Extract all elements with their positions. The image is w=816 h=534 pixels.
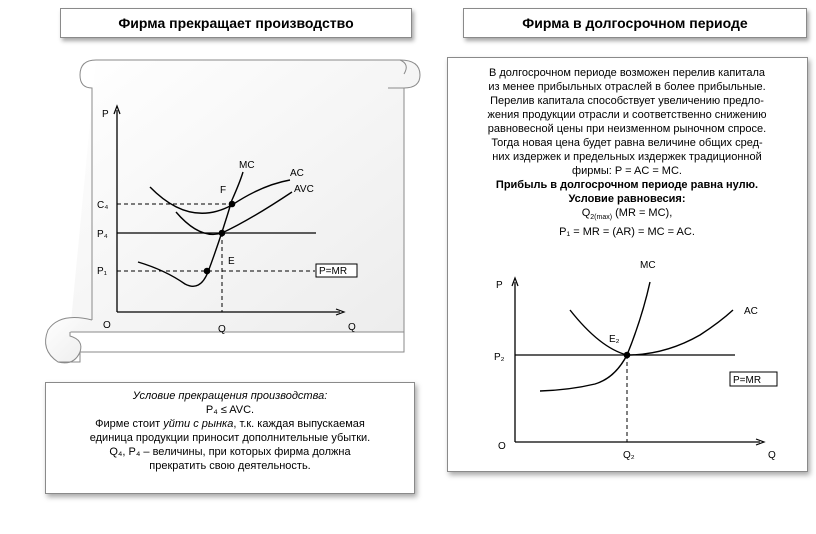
right-text-line-3: Перелив капитала способствует увеличению предло- [490, 95, 764, 107]
right-axis-x-label: Q [768, 450, 776, 461]
left-title-text: Фирма прекращает производство [118, 15, 354, 31]
left-mc-label: MC [239, 160, 255, 171]
right-text-eq-2: P₁ = MR = (AR) = MC = AC. [559, 226, 695, 239]
right-text-line-8: фирмы: P = AC = MC. [572, 165, 682, 177]
right-axis-y-label: P [496, 280, 503, 291]
right-text-line-5: равновесной цены при неизменном рыночном спросе. [487, 123, 767, 135]
note-line-3-a: Фирме стоит [95, 418, 164, 430]
right-title-text: Фирма в долгосрочном периоде [522, 15, 748, 31]
left-f-label: F [220, 185, 227, 196]
right-mc-label: MC [640, 260, 656, 271]
eq1-b: (MR = MC), [612, 207, 673, 219]
right-text-line-2: из менее прибыльных отраслей в более прибыльные. [488, 81, 766, 93]
left-q-label: Q [218, 324, 226, 335]
left-axis-x-label: Q [348, 322, 356, 333]
note-line-3-b: уйти с рынка [163, 418, 234, 430]
note-line-1: Условие прекращения производства: [132, 390, 328, 402]
left-avc-label: AVC [294, 184, 314, 195]
left-p1-label: P₁ [97, 266, 108, 277]
left-pmr-label: P=MR [319, 266, 348, 277]
right-q2-label: Q₂ [623, 450, 635, 461]
right-text-bold-2: Условие равновесия: [568, 193, 686, 205]
left-axis-y-label: P [102, 109, 109, 120]
eq1-a: Q [581, 207, 591, 219]
right-e2-label: E₂ [609, 334, 620, 345]
right-text-line-1: В долгосрочном периоде возможен перелив капитала [488, 67, 765, 79]
left-e-label: E [228, 256, 235, 267]
right-text-block [454, 66, 800, 239]
note-line-3-c: , т.к. каждая выпускаемая [233, 418, 365, 430]
left-p4-label: P₄ [97, 229, 108, 240]
left-note-box [45, 382, 415, 494]
scroll-background [46, 60, 420, 363]
left-point-f [229, 201, 236, 208]
right-graph [494, 260, 777, 461]
right-text-line-7: них издержек и предельных издержек традиционной [492, 151, 762, 163]
note-line-4: единица продукции приносит дополнительные убытки. [89, 432, 371, 444]
right-ac-curve [570, 310, 733, 355]
note-line-6: прекратить свою деятельность. [149, 460, 311, 472]
left-origin-label: O [103, 320, 111, 331]
right-text-eq-1 [454, 206, 800, 225]
right-ac-label: AC [744, 306, 758, 317]
right-origin-label: O [498, 441, 506, 452]
right-point-e2 [624, 352, 631, 359]
right-text-bold-1: Прибыль в долгосрочном периоде равна нулю. [495, 179, 759, 191]
note-line-2: P₄ ≤ AVC. [205, 404, 255, 416]
right-pmr-label: P=MR [733, 375, 762, 386]
left-point-p4 [219, 230, 226, 237]
eq1-sub: 2(max) [590, 214, 613, 222]
note-line-5: Q₄, P₄ – величины, при которых фирма должна [109, 446, 351, 458]
right-p2-label: P₂ [494, 352, 505, 363]
right-text-line-4: жения продукции отрасли и соответственно снижению [487, 109, 767, 121]
left-point-e [204, 268, 211, 275]
left-c4-label: C₄ [97, 200, 109, 211]
left-ac-label: AC [290, 168, 304, 179]
right-text-line-6: Тогда новая цена будет равна величине общих сред- [491, 137, 763, 149]
note-line-3 [46, 417, 414, 431]
